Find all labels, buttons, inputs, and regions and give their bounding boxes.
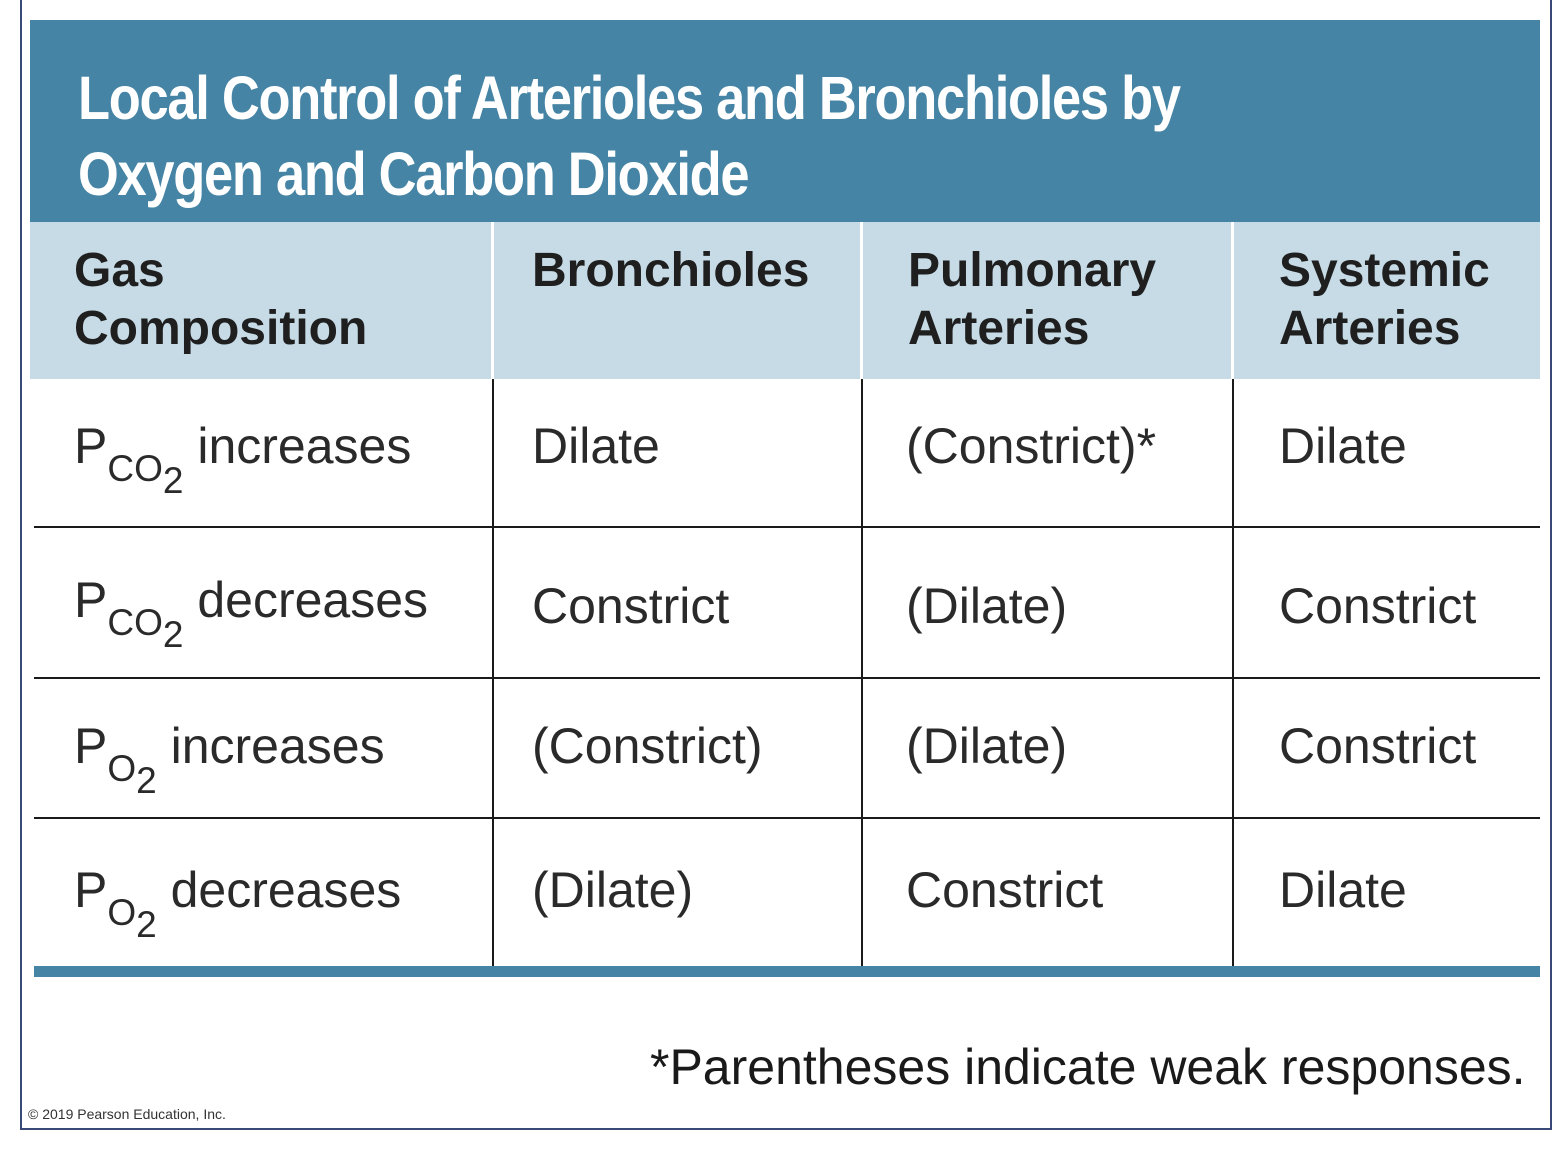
cell-bronchioles: (Dilate) [532,862,694,918]
cell-systemic: Dilate [1279,418,1407,474]
row-divider [34,817,1540,819]
cell-bronchioles: Dilate [532,418,660,474]
column-divider [1232,379,1234,967]
cell-pulmonary: (Dilate) [906,578,1068,634]
table-row-gas: $P_{CO_2}$ decreases [74,572,429,655]
table-row-gas: $P_{CO_2}$ increases [74,418,412,501]
cell-pulmonary: (Dilate) [906,718,1068,774]
table-row-gas: $P_{O_2}$ increases [74,718,385,801]
cell-bronchioles: Constrict [532,578,730,634]
header-divider [1231,222,1234,379]
header-divider [860,222,863,379]
header-pulmonary-arteries: Pulmonary Arteries [908,244,1157,355]
copyright-notice: © 2019 Pearson Education, Inc. [28,1106,226,1122]
header-bronchioles: Bronchioles [532,244,810,297]
table-title: Local Control of Arterioles and Bronchioles by Oxygen and Carbon Dioxide [78,64,1180,208]
row-divider [34,526,1540,528]
header-systemic-arteries: Systemic Arteries [1279,244,1490,355]
header-gas-composition: Gas Composition [74,244,368,355]
footnote: *Parentheses indicate weak responses. [650,1039,1526,1095]
table-row-gas: $P_{O_2}$ decreases [74,862,402,945]
cell-systemic: Dilate [1279,862,1407,918]
cell-systemic: Constrict [1279,578,1477,634]
column-divider [492,379,494,967]
cell-bronchioles: (Constrict) [532,718,763,774]
cell-pulmonary: (Constrict)* [906,418,1157,474]
cell-pulmonary: Constrict [906,862,1104,918]
title-bar [30,20,1540,222]
header-divider [491,222,494,379]
column-divider [861,379,863,967]
table-header-row [30,222,1540,379]
cell-systemic: Constrict [1279,718,1477,774]
table-bottom-rule [34,966,1540,977]
row-divider [34,677,1540,679]
